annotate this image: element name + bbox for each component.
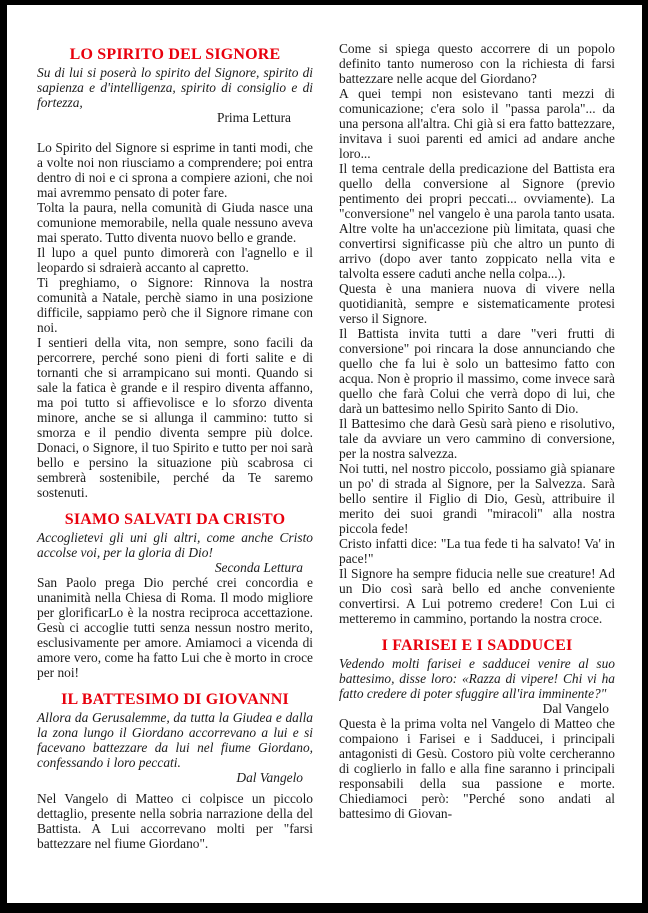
body-paragraph: Cristo infatti dice: "La tua fede ti ha salvato! Va' in pace!" xyxy=(339,536,615,566)
body-paragraph: I sentieri della vita, non sempre, sono facili da percorrere, perché sono pieni di forti salite e di tornanti che si arrampicano sui monti. Quando si sale la fatica è grande e il respiro diventa affanno, ma poi tutto si affievolisce e lo sforzo diventa minore, anche se si allunga il cammino: tutto si smorza e il pendio diventa sempre più dolce. Donaci, o Signore, il tuo Spirito e tutto per noi sarà bello e persino la situazione più scabrosa ci sembrerà sostenibile, perché da Te saremo sostenuti. xyxy=(37,335,313,500)
body-paragraph: Questa è una maniera nuova di vivere nella quotidianità, sempre e sistematicamente protesi verso il Signore. xyxy=(339,281,615,326)
scripture-quote xyxy=(339,656,615,716)
section-heading: IL BATTESIMO DI GIOVANNI xyxy=(61,691,289,708)
quote-attribution: Prima Lettura xyxy=(217,110,291,125)
section-heading: SIAMO SALVATI DA CRISTO xyxy=(64,511,286,528)
body-paragraph: Il Signore ha sempre fiducia nelle sue creature! Ad un Dio così sarà bello ed anche conveniente convertirsi. A Lui potremo credere! Con Lui ci metteremo in cammino, portando la nostra croce. xyxy=(339,566,615,626)
body-paragraph: Lo Spirito del Signore si esprime in tanti modi, che a volte noi non riusciamo a comprendere; poi entra dentro di noi e ci sprona a compiere azioni, che noi mai avremmo pensato di poter fare. xyxy=(37,140,313,200)
body-paragraph: A quei tempi non esistevano tanti mezzi di comunicazione; c'era solo il "passa parola"... da una persona all'altra. Chi già si era fatto battezzare, invitava i suoi parenti ed amici ad andare anche loro... xyxy=(339,86,615,161)
body-paragraph: Il Battista invita tutti a dare "veri frutti di conversione" poi rincara la dose annunciando che quello che fa lui è solo un battesimo fatto con acqua. Non è proprio il massimo, come invece sarà quello che farà Colui che verrà dopo di lui, che darà un battesimo nello Spirito Santo di Dio. xyxy=(339,326,615,416)
body-paragraph: Come si spiega questo accorrere di un popolo definito tanto numeroso con la richiesta di farsi battezzare nelle acque del Giordano? xyxy=(339,41,615,86)
left-column xyxy=(37,41,313,851)
section-heading: LO SPIRITO DEL SIGNORE xyxy=(69,46,281,63)
body-paragraph: Questa è la prima volta nel Vangelo di Matteo che compaiono i Farisei e i Sadducei, i principali antagonisti di Gesù. Costoro più volte cercheranno di coglierlo in fallo e alla fine saranno i principali responsabili della sua passione e morte. Chiediamoci però: "Perché sono andati al battesimo di Giovan- xyxy=(339,716,615,821)
section-lo-spirito xyxy=(37,46,313,500)
body-paragraph: Nel Vangelo di Matteo ci colpisce un piccolo dettaglio, presente nella sobria narrazione della del Battista. A Lui accorrevano molti per "farsi battezzare nel fiume Giordano". xyxy=(37,791,313,851)
two-column-layout xyxy=(37,41,615,851)
body-paragraph: Noi tutti, nel nostro piccolo, possiamo già spianare un po' di strada al Signore, per la Salvezza. Sarà bello sentire il Figlio di Dio, Gesù, attribuire il merito dei suoi grandi "miracoli" alla nostra piccola fede! xyxy=(339,461,615,536)
section-siamo-salvati xyxy=(37,511,313,680)
section-battesimo-giovanni xyxy=(37,691,313,851)
body-paragraph: Tolta la paura, nella comunità di Giuda nasce una comunione memorabile, nella quale nessuno aveva mai sperato. Tutto diventa nuovo bello e grande. xyxy=(37,200,313,245)
section-continuation xyxy=(339,41,615,626)
quote-attribution: Seconda Lettura xyxy=(214,560,303,575)
section-heading: I FARISEI E I SADDUCEI xyxy=(381,637,573,654)
body-paragraph: San Paolo prega Dio perché crei concordia e unanimità nella Chiesa di Roma. Il modo migliore per glorificarLo è la nostra reciproca accettazione. Gesù ci accoglie tutti senza nessun nostro merito, esclusivamente per amore. Amiamoci a vicenda di amore vero, come ha fatto Lui che è morto in croce per noi! xyxy=(37,575,313,680)
body-paragraph: Il lupo a quel punto dimorerà con l'agnello e il leopardo si sdraierà accanto al capretto. xyxy=(37,245,313,275)
quote-attribution: Dal Vangelo xyxy=(236,770,303,785)
body-paragraph: Il tema centrale della predicazione del Battista era quello della conversione al Signore (previo pentimento dei propri peccati... ovviamente). La "conversione" nel vangelo è una parola tanto usata. Altre volte ha un'accezione più limitata, quasi che convertirsi significasse più che altro un punto di arrivo (dopo aver tanto zoppicato nella vita e talvolta essere caduti anche nella colpa...). xyxy=(339,161,615,281)
scripture-quote: Su di lui si poserà lo spirito del Signore, spirito di sapienza e d'intelligenza, spirito di consiglio e di fortezza, xyxy=(37,65,313,110)
right-column xyxy=(339,41,615,851)
quote-attribution: Dal Vangelo xyxy=(542,701,609,716)
scripture-quote: Allora da Gerusalemme, da tutta la Giudea e dalla la zona lungo il Giordano accorrevano a lui e si facevano battezzare da lui nel fiume Giordano, confessando i loro peccati. xyxy=(37,710,313,770)
section-farisei-sadducei xyxy=(339,637,615,821)
body-paragraph: Ti preghiamo, o Signore: Rinnova la nostra comunità a Natale, perchè siamo in una posizione difficile, sappiamo però che il Signore rimane con noi. xyxy=(37,275,313,335)
scripture-quote: Accoglietevi gli uni gli altri, come anche Cristo accolse voi, per la gloria di Dio! xyxy=(37,530,313,560)
quote-text: Vedendo molti farisei e sadducei venire al suo battesimo, disse loro: «Razza di vipere! Chi vi ha fatto credere di poter sfuggire all'ira imminente?" xyxy=(339,656,615,701)
body-paragraph: Il Battesimo che darà Gesù sarà pieno e risolutivo, tale da avviare un vero cammino di conversione, per la nostra salvezza. xyxy=(339,416,615,461)
